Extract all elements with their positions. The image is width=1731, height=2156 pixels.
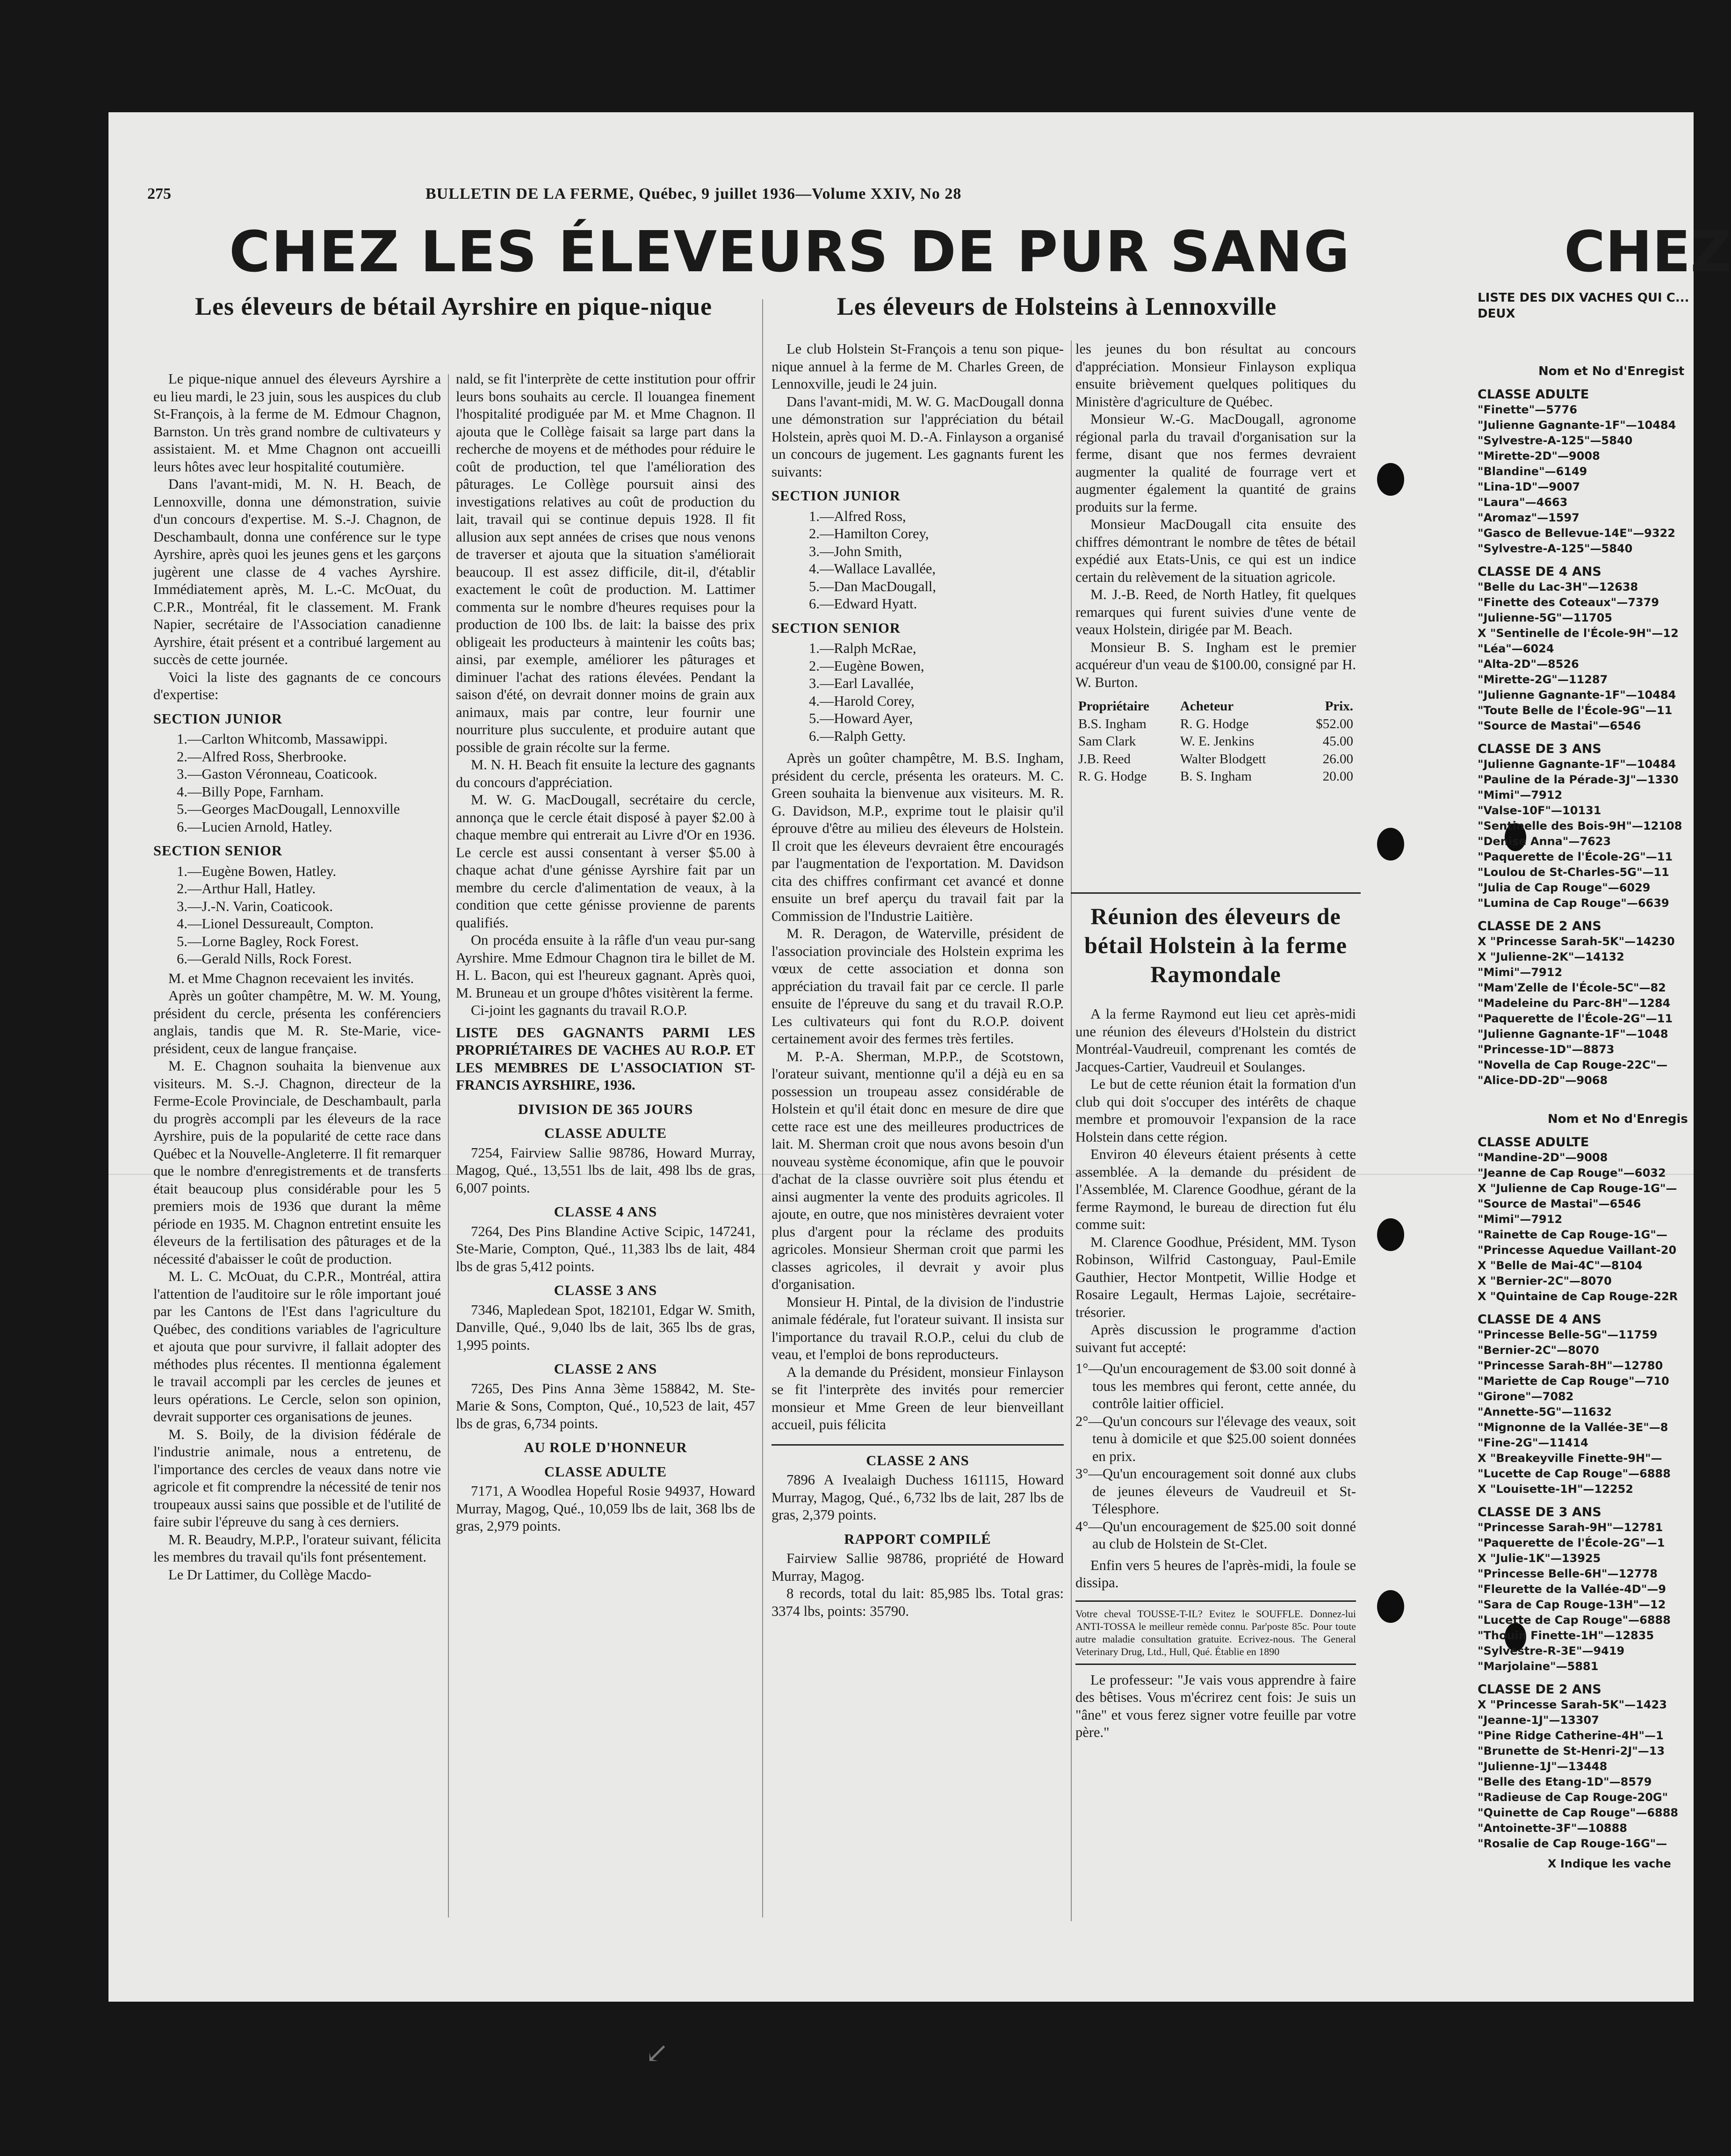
table-row (1075, 768, 1356, 786)
class-heading: CLASSE ADULTE (544, 1125, 667, 1141)
list-item: 4.—Billy Pope, Farnham. (177, 783, 324, 800)
list-item: "Bernier-2C"—8070 (1478, 1344, 1599, 1357)
list-item: "Gasco de Bellevue-14E"—9322 (1478, 527, 1675, 540)
list-item: "Quinette de Cap Rouge"—6888 (1478, 1806, 1679, 1819)
paragraph: Le club Holstein St-François a tenu son pique-nique annuel à la ferme de M. Charles Green, de Lennoxville, jeudi le 24 juin. (772, 341, 1064, 392)
list-item: "Lina-1D"—9007 (1478, 480, 1580, 493)
class-heading: CLASSE 2 ANS (554, 1361, 657, 1377)
section-heading: SECTION SENIOR (153, 843, 282, 859)
table-row (1075, 733, 1356, 751)
list-item: "Jeanne de Cap Rouge"—6032 (1478, 1166, 1666, 1179)
list-item: "Princesse Sarah-8H"—12780 (1478, 1359, 1663, 1372)
class-heading: CLASSE DE 2 ANS (1478, 1682, 1601, 1697)
list-item: "Sylvestre-R-3E"—9419 (1478, 1644, 1625, 1657)
class-heading: CLASSE ADULTE (544, 1463, 667, 1480)
paragraph: les jeunes du bon résultat au concours d'appréciation. Monsieur Finlayson expliqua ensuite brièvement quelques politiques du Ministère d'agriculture de Québec. (1075, 341, 1356, 410)
list-item: 4.—Harold Corey, (809, 693, 915, 709)
list-item: X "Bernier-2C"—8070 (1478, 1274, 1612, 1288)
table-row (1075, 716, 1356, 733)
section-rule (1075, 1600, 1356, 1602)
column-header: Nom et No d'Enregist (1538, 364, 1685, 378)
paragraph: A la ferme Raymond eut lieu cet après-midi une réunion des éleveurs d'Holstein du district Montréal-Vaudreuil, comprenant les comtés de Jacques-Cartier, Vaudreuil et Soulanges. (1075, 1006, 1356, 1075)
list-item: "Mirette-2D"—9008 (1478, 449, 1600, 463)
section-heading: SECTION JUNIOR (772, 488, 901, 504)
report-heading: RAPPORT COMPILÉ (844, 1531, 991, 1547)
record-entry: Fairview Sallie 98786, propriété de Howard Murray, Magog. (772, 1550, 1064, 1584)
paragraph: Ci-joint les gagnants du travail R.O.P. (471, 1002, 687, 1018)
list-item: "Denise Anna"—7623 (1478, 835, 1611, 848)
list-item: X "Princesse Sarah-5K"—14230 (1478, 935, 1675, 948)
list-item: "Blandine"—6149 (1478, 465, 1587, 478)
junior-winners-list (772, 508, 1064, 613)
advertisement: Votre cheval TOUSSE-T-IL? Evitez le SOUFFLE. Donnez-lui ANTI-TOSSA le meilleur remède connu. Par'poste 85c. Pour toute autre maladie consultation gratuite. Ecrivez-nous. The General Veterinary Drug, Ltd., Hull, Qué. Établie en 1890 (1075, 1607, 1356, 1657)
paragraph: Après un goûter champêtre, M. B.S. Ingham, président du cercle, présenta les orateurs. M. C. Green souhaita la bienvenue aux visiteurs. M. R. G. Davidson, M.P., exprime tout le plaisir qu'il éprouve d'être au milieu des éleveurs de Holstein. Il croit que les éleveurs devraient être encouragés par l'augmentation de l'exportation. M. Davidson cita des chiffres confirmant cet avancé et donne ensuite un bref aperçu du travail fait par la Commission de l'Industrie Laitière. (772, 750, 1064, 924)
list-item: 6.—Gerald Nills, Rock Forest. (177, 951, 352, 967)
ayrshire-column-1 (153, 370, 441, 1923)
table-cell: J.B. Reed (1078, 751, 1131, 767)
holstein-column-1 (772, 340, 1064, 1926)
table-cell: $52.00 (1316, 716, 1353, 731)
class-heading: CLASSE DE 4 ANS (1478, 564, 1601, 579)
list-item: X "Sentinelle de l'École-9H"—12 (1478, 627, 1679, 640)
record-entry: 8 records, total du lait: 85,985 lbs. Total gras: 3374 lbs, points: 35790. (772, 1585, 1064, 1619)
list-item: "Sylvestre-A-125"—5840 (1478, 434, 1633, 447)
list-item: "Mignonne de la Vallée-3E"—8 (1478, 1421, 1668, 1434)
paragraph: Le pique-nique annuel des éleveurs Ayrshire a eu lieu mardi, le 23 juin, sous les auspices du club St-François, à la ferme de M. Edmour Chagnon, Barnston. Un très grand nombre de cultivateurs y assistaient. M. et Mme Chagnon ont accueilli leurs hôtes avec leur hospitalité coutumière. (153, 371, 441, 475)
list-item: 1.—Alfred Ross, (809, 508, 906, 524)
list-item: 2.—Hamilton Corey, (809, 526, 929, 542)
page-number: 275 (147, 185, 171, 203)
column-header: Propriétaire (1078, 699, 1149, 714)
list-item: "Loulou de St-Charles-5G"—11 (1478, 866, 1669, 879)
list-item: "Thouin Finette-1H"—12835 (1478, 1629, 1654, 1642)
paragraph: On procéda ensuite à la râfle d'un veau pur-sang Ayrshire. Mme Edmour Chagnon tira le billet de M. H. L. Bacon, qui est l'heureux gagnant. Après quoi, M. Bruneau et un groupe d'hôtes visitèrent la ferme. (456, 932, 755, 1001)
legend-note: X Indique les vache (1548, 1857, 1671, 1870)
list-item: 5.—Georges MacDougall, Lennoxville (177, 801, 400, 817)
list-item: "Finette des Coteaux"—7379 (1478, 596, 1659, 609)
column-divider (448, 374, 449, 1917)
binder-hole (1377, 463, 1404, 496)
list-item: "Princesse Belle-5G"—11759 (1478, 1328, 1658, 1341)
list-item: X "Princesse Sarah-5K"—1423 (1478, 1698, 1667, 1711)
binder-hole (1377, 828, 1404, 861)
next-page-panel (1478, 290, 1694, 1992)
ayrshire-title: Les éleveurs de bétail Ayrshire en pique-nique (195, 292, 712, 320)
paragraph: M. Clarence Goodhue, Président, MM. Tyson Robinson, Wilfrid Castonguay, Paul-Emile Gauthier, Hector Montpetit, Willie Hodge et Rosaire Legault, Hermas Lajoie, secrétaire-trésorier. (1075, 1234, 1356, 1320)
list-item: "Source de Mastai"—6546 (1478, 719, 1641, 732)
column-header: Nom et No d'Enregis (1548, 1112, 1688, 1126)
paragraph: M. L. C. McOuat, du C.P.R., Montréal, attira l'attention de l'auditoire sur le rôle important joué par les Cantons de l'Est dans l'agriculture du Québec, des conditions variables de l'agriculture et ajouta que pour survivre, il fallait adopter des méthodes plus récentes. Il mentionna également le travail accompli par les cercles de jeunes et leurs opérations. Le Cercle, selon son opinion, devrait supporter ces organisations de jeunes. (153, 1268, 441, 1425)
paragraph: Monsieur B. S. Ingham est le premier acquéreur d'un veau de $100.00, consigné par H. W. Burton. (1075, 639, 1356, 690)
paragraph: Monsieur MacDougall cita ensuite des chiffres démontrant le nombre de têtes de bétail expédié aux Etats-Unis, ce qui est un indice certain du relèvement de la situation agricole. (1075, 516, 1356, 585)
cow-list-group-b (1478, 1135, 1694, 1852)
rop-list-heading: LISTE DES GAGNANTS PARMI LES PROPRIÉTAIRES DE VACHES AU R.O.P. ET LES MEMBRES DE L'ASSOCIATION ST-FRANCIS AYRSHIRE, 1936. (456, 1024, 755, 1093)
paragraph: M. R. Beaudry, M.P.P., l'orateur suivant, félicita les membres du travail qu'ils font présentement. (153, 1531, 441, 1565)
table-cell: B.S. Ingham (1078, 716, 1147, 731)
list-item: "Princesse Belle-6H"—12778 (1478, 1567, 1658, 1580)
list-item: "Julienne Gagnante-1F"—10484 (1478, 419, 1676, 432)
list-item: "Lucette de Cap Rouge"—6888 (1478, 1467, 1671, 1480)
list-item: "Finette"—5776 (1478, 403, 1578, 416)
paragraph: M. W. G. MacDougall, secrétaire du cercle, annonça que le cercle était disposé à payer $2.00 à chaque membre qui entrerait au Livre d'Or en 1936. Le cercle est aussi consentant à verser $5.00 à chaque achat d'une génisse Ayrshire fait par un membre du cercle d'alimentation de veaux, à la condition que cette génisse provienne de parents qualifiés. (456, 792, 755, 931)
class-heading: CLASSE 4 ANS (554, 1204, 657, 1220)
section-heading: SECTION SENIOR (772, 620, 901, 636)
pencil-mark: ↙ (645, 2037, 669, 2069)
senior-winners-list (153, 863, 441, 968)
list-item: "Aromaz"—1597 (1478, 511, 1580, 524)
paragraph: Dans l'avant-midi, M. N. H. Beach, de Lennoxville, donna une démonstration, suivie d'un concours d'expertise. M. S.-J. Chagnon, de Deschambault, donna une conférence sur le type Ayrshire, après quoi les jeunes gens et les garçons jugèrent une classe de 4 vaches Ayrshire. Immédiatement après, M. L.-C. McOuat, du C.P.R., Montréal, fit le classement. M. Frank Napier, secrétaire de l'Association canadienne Ayrshire, était présent et a contribué largement au succès de cette journée. (153, 476, 441, 667)
paragraph: Dans l'avant-midi, M. W. G. MacDougall donna une démonstration sur l'appréciation du bétail Holstein, après quoi M. D.-A. Finlayson a organisé un concours de jugement. Les gagnants furent les suivants: (772, 393, 1064, 480)
table-cell: Sam Clark (1078, 734, 1136, 749)
list-item: 1.—Ralph McRae, (809, 640, 916, 656)
list-item: 5.—Lorne Bagley, Rock Forest. (177, 933, 359, 949)
ayrshire-column-2 (456, 370, 755, 1923)
list-item: "Rainette de Cap Rouge-1G"— (1478, 1228, 1667, 1241)
list-item: "Julienne Gagnante-1F"—1048 (1478, 1027, 1668, 1041)
list-item: "Pauline de la Pérade-3J"—1330 (1478, 773, 1679, 786)
list-item: "Paquerette de l'École-2G"—11 (1478, 850, 1673, 863)
list-item: "Belle des Etang-1D"—8579 (1478, 1775, 1652, 1788)
main-title: CHEZ LES ÉLEVEURS DE PUR SANG (229, 220, 1351, 285)
table-cell: Walter Blodgett (1180, 751, 1266, 767)
section-rule (772, 1444, 1064, 1446)
program-item: 1°—Qu'un encouragement de $3.00 soit donné à tous les membres qui feront, cette année, du contrôle laitier officiel. (1075, 1360, 1356, 1411)
list-item: 1.—Carlton Whitcomb, Massawippi. (177, 731, 388, 747)
table-cell: R. G. Hodge (1180, 716, 1249, 731)
list-item: "Julienne-5G"—11705 (1478, 611, 1613, 624)
senior-winners-list (772, 640, 1064, 745)
list-item: "Toute Belle de l'École-9G"—11 (1478, 704, 1673, 717)
paragraph: M. S. Boily, de la division fédérale de l'industrie animale, nous a entretenu, de l'importance des cercles de veaux dans notre vie agricole et fit comprendre la nécessité de tenir nos troupeaux aussi sains que possible et de l'utilité de faire subir l'épreuve du sang à ces derniers. (153, 1426, 441, 1530)
section-heading: SECTION JUNIOR (153, 710, 282, 727)
record-entry: 7346, Mapledean Spot, 182101, Edgar W. Smith, Danville, Qué., 9,040 lbs de lait, 365 lbs de gras, 1,995 points. (456, 1302, 755, 1353)
list-item: 3.—J.-N. Varin, Coaticook. (177, 898, 333, 914)
list-item: "Fine-2G"—11414 (1478, 1436, 1588, 1449)
list-item: "Marjolaine"—5881 (1478, 1660, 1599, 1673)
list-item: "Annette-5G"—11632 (1478, 1405, 1612, 1418)
list-item: "Belle du Lac-3H"—12638 (1478, 580, 1638, 593)
list-item: X "Quintaine de Cap Rouge-22R (1478, 1290, 1678, 1303)
record-entry: 7254, Fairview Sallie 98786, Howard Murray, Magog, Qué., 13,551 lbs de lait, 498 lbs de gras, 6,007 points. (456, 1144, 755, 1196)
list-item: "Lumina de Cap Rouge"—6639 (1478, 897, 1669, 910)
list-item: X "Julienne-2K"—14132 (1478, 950, 1624, 963)
junior-winners-list (153, 731, 441, 836)
list-item: "Fleurette de la Vallée-4D"—9 (1478, 1583, 1666, 1596)
list-item: "Sentinelle des Bois-9H"—12108 (1478, 819, 1682, 832)
list-item: "Mimi"—7912 (1478, 789, 1563, 802)
list-item: "Julienne-1J"—13448 (1478, 1760, 1608, 1773)
class-heading: CLASSE DE 2 ANS (1478, 919, 1601, 933)
record-entry: 7171, A Woodlea Hopeful Rosie 94937, Howard Murray, Magog, Qué., 10,059 lbs de lait, 368 lbs de gras, 2,979 points. (456, 1483, 755, 1534)
class-heading: CLASSE DE 4 ANS (1478, 1312, 1601, 1327)
list-item: 5.—Howard Ayer, (809, 710, 913, 726)
column-divider (1071, 340, 1072, 1921)
column-divider (762, 299, 763, 1917)
holstein-column-2 (1075, 340, 1356, 888)
list-item: 5.—Dan MacDougall, (809, 578, 936, 594)
list-item: 2.—Eugène Bowen, (809, 658, 924, 674)
paragraph: Voici la liste des gagnants de ce concours d'expertise: (153, 669, 441, 702)
list-item: 3.—Gaston Véronneau, Coaticook. (177, 766, 377, 782)
table-cell: 20.00 (1322, 769, 1353, 784)
list-item: "Princesse Aquedue Vaillant-20 (1478, 1244, 1677, 1257)
program-item: 2°—Qu'un concours sur l'élevage des veaux, soit tenu à domicile et que $25.00 soient données en prix. (1075, 1413, 1356, 1464)
list-item: "Léa"—6024 (1478, 642, 1554, 655)
paragraph: M. R. Deragon, de Waterville, président de l'association provinciale des Holstein exprima les vœux de cette association et donna son appréciation du travail fait par ce cercle. Il parle ensuite de l'épreuve du sang et du travail R.O.P. Les cultivateurs qui font du R.O.P. doivent certainement avoir des fermes très fertiles. (772, 926, 1064, 1047)
list-item: 2.—Arthur Hall, Hatley. (177, 881, 316, 897)
list-item: "Source de Mastai"—6546 (1478, 1197, 1641, 1210)
list-item: X "Julie-1K"—13925 (1478, 1552, 1601, 1565)
honour-roll-heading: AU ROLE D'HONNEUR (524, 1440, 687, 1455)
list-item: 6.—Lucien Arnold, Hatley. (177, 818, 332, 835)
list-item: 6.—Ralph Getty. (809, 728, 906, 744)
list-item: "Mariette de Cap Rouge"—710 (1478, 1375, 1669, 1388)
list-item: "Brunette de St-Henri-2J"—13 (1478, 1744, 1665, 1758)
paragraph: Enfin vers 5 heures de l'après-midi, la foule se dissipa. (1075, 1557, 1356, 1591)
list-item: "Pine Ridge Catherine-4H"—1 (1478, 1729, 1664, 1742)
program-item: 4°—Qu'un encouragement de $25.00 soit donné au club de Holstein de St-Clet. (1075, 1518, 1356, 1552)
list-item: 4.—Lionel Dessureault, Compton. (177, 916, 374, 932)
program-item: 3°—Qu'un encouragement soit donné aux clubs de jeunes éleveurs de Vaudreuil et St-Télesphore. (1075, 1466, 1356, 1517)
binder-hole (1377, 1218, 1404, 1251)
record-entry: 7265, Des Pins Anna 3ème 158842, M. Ste-Marie & Sons, Compton, Qué., 10,523 de lait, 457 lbs de gras, 6,734 points. (456, 1380, 755, 1432)
list-item: "Paquerette de l'École-2G"—1 (1478, 1536, 1665, 1549)
paragraph: Monsieur H. Pintal, de la division de l'industrie animale fédérale, fut l'orateur suivant. Il insista sur l'importance du travail R.O.P., celui du club de veau, et l'emploi de bons reproducteurs. (772, 1294, 1064, 1362)
raymondale-title: Réunion des éleveurs de bétail Holstein à la ferme Raymondale (1084, 903, 1347, 987)
running-head: BULLETIN DE LA FERME, Québec, 9 juillet 1936—Volume XXIV, No 28 (426, 185, 962, 203)
list-item: "Novella de Cap Rouge-22C"— (1478, 1058, 1668, 1071)
list-item: "Princesse-1D"—8873 (1478, 1043, 1615, 1056)
table-cell: W. E. Jenkins (1180, 734, 1255, 749)
list-item: "Mandine-2D"—9008 (1478, 1151, 1608, 1164)
list-item: "Princesse Sarah-9H"—12781 (1478, 1521, 1663, 1534)
paragraph: M. J.-B. Reed, de North Hatley, fit quelques remarques qui furent suivies d'une vente de veaux Holstein, dirigée par M. Beach. (1075, 586, 1356, 637)
paragraph: Après discussion le programme d'action suivant fut accepté: (1075, 1322, 1356, 1355)
class-heading: CLASSE DE 3 ANS (1478, 742, 1601, 756)
list-item: "Paquerette de l'École-2G"—11 (1478, 1012, 1673, 1025)
list-item: 4.—Wallace Lavallée, (809, 561, 936, 577)
record-entry: 7896 A Ivealaigh Duchess 161115, Howard Murray, Magog, Qué., 6,732 lbs de lait, 287 lbs de gras, 2,379 points. (772, 1472, 1064, 1523)
column-header: Prix. (1325, 699, 1353, 714)
paragraph: Après un goûter champêtre, M. W. M. Young, président du cercle, présenta les conférenciers anglais, tandis que M. R. Ste-Marie, vice-président, ceux de langue française. (153, 988, 441, 1056)
list-item: X "Louisette-1H"—12252 (1478, 1483, 1633, 1496)
class-heading: CLASSE DE 3 ANS (1478, 1505, 1601, 1519)
list-item: 3.—Earl Lavallée, (809, 675, 914, 691)
paragraph: M. N. H. Beach fit ensuite la lecture des gagnants du concours d'appréciation. (456, 757, 755, 790)
list-item: "Madeleine du Parc-8H"—1284 (1478, 997, 1671, 1010)
class-heading: CLASSE ADULTE (1478, 387, 1589, 402)
class-heading: CLASSE 3 ANS (554, 1282, 657, 1298)
list-item: "Laura"—4663 (1478, 496, 1568, 509)
table-row (1075, 751, 1356, 768)
list-item: "Mirette-2G"—11287 (1478, 673, 1608, 686)
class-heading: CLASSE ADULTE (1478, 1135, 1589, 1150)
paragraph: M. P.-A. Sherman, M.P.P., de Scotstown, l'orateur suivant, mentionne qu'il a déjà eu en sa possession un troupeau assez considérable de Holstein et qu'il était donc en mesure de dire que cette race est une des meilleures productrices de lait. M. Sherman croit que nous avons besoin d'un nouveau système économique, afin que le pouvoir d'achat de la classe ouvrière soit plus étendu et ainsi augmenter la vente des produits agricoles. Il ajoute, en outre, que nos ministères devraient voter plus d'argent pour la réclame des produits agricoles. Monsieur Sherman croit que parmi les classes agricoles, il devrait y avoir plus d'organisation. (772, 1048, 1064, 1292)
list-item: "Julienne Gagnante-1F"—10484 (1478, 688, 1676, 702)
list-item: "Radieuse de Cap Rouge-20G" (1478, 1791, 1668, 1804)
paragraph: Monsieur W.-G. MacDougall, agronome régional parla du travail d'organisation sur la ferme, disant que nos fermes devraient augmenter la qualité de fourrage vert et augmenter également la quantité de grains produits sur la ferme. (1075, 411, 1356, 515)
cow-list-group-a (1478, 387, 1694, 1088)
list-item: "Julienne Gagnante-1F"—10484 (1478, 758, 1676, 771)
holstein-title: Les éleveurs de Holsteins à Lennoxville (837, 292, 1277, 320)
running-header (147, 185, 1410, 213)
list-item: "Mimi"—7912 (1478, 1213, 1563, 1226)
table-header-row (1075, 698, 1356, 716)
paragraph: Le but de cette réunion était la formation d'un club qui doit s'occuper des intérêts de chaque membre et promouvoir l'expansion de la race Holstein dans cette région. (1075, 1076, 1356, 1145)
list-item: 2.—Alfred Ross, Sherbrooke. (177, 748, 347, 765)
section-rule (1075, 1664, 1356, 1665)
joke-paragraph: Le professeur: "Je vais vous apprendre à faire des bêtises. Vous m'écrirez cent fois: Je suis un "âne" et vous ferez signer votre feuille par votre père." (1075, 1671, 1356, 1740)
paragraph: M. et Mme Chagnon recevaient les invités. (168, 970, 414, 986)
paragraph: nald, se fit l'interprète de cette institution pour offrir leurs bons souhaits au cercle. Il louangea finement l'hospitalité prodiguée par M. et Mme Chagnon. Il ajouta que le Collège faisait sa large part dans la recherche de moyens et de méthodes pour réduire le coût de production, tel que l'amélioration des pâturages. Le Collège poursuit ainsi des investigations relatives au coût de production du lait, travail qui se continue depuis 1928. Il fit allusion aux sept années de crises que nous venons de traverser et ajouta que la situation s'améliorait beaucoup. Il est assez difficile, dit-il, d'établir exactement le coût de production. M. Lattimer commenta sur le nombre d'heures requises pour la production de 100 lbs. de lait: la baisse des prix obligeait les producteurs à maintenir les coûts bas; ainsi, par exemple, améliorer les pâturages et diminuer l'achat des rations élevées. Pendant la saison d'été, on devrait donner moins de grain aux animaux, mais par contre, leur fournir une nourriture plus succulente, et produire autant que possible de grain récolte sur la ferme. (456, 371, 755, 755)
list-item: "Valse-10F"—10131 (1478, 804, 1601, 817)
paragraph: M. E. Chagnon souhaita la bienvenue aux visiteurs. M. S.-J. Chagnon, directeur de la Ferme-Ecole Provinciale, de Deschambault, parla du progrès accompli par les éleveurs de la race Ayrshire, puis de la popularité de cette race dans Québec et la Nouvelle-Angleterre. Il fit remarquer que le nombre d'enregistrements et de transferts était beaucoup plus considérable pour les 5 premiers mois de 1936 que durant la même période en 1935. M. Chagnon entretint ensuite les éleveurs de la fertilisation des pâturages et de la nécessité d'abaisser le coût de production. (153, 1058, 441, 1267)
paragraph: Le Dr Lattimer, du Collège Macdo- (168, 1566, 372, 1583)
table-cell: B. S. Ingham (1180, 769, 1252, 784)
calf-sales-table (1075, 698, 1356, 786)
list-item: "Alta-2D"—8526 (1478, 658, 1579, 671)
paragraph: Environ 40 éleveurs étaient présents à cette assemblée. A la demande du président de l'Assemblée, M. Clarence Goodhue, gérant de la ferme Raymond, le bureau de direction fut élu comme suit: (1075, 1146, 1356, 1232)
list-item: 1.—Eugène Bowen, Hatley. (177, 863, 337, 879)
list-item: "Mam'Zelle de l'École-5C"—82 (1478, 981, 1666, 994)
section-rule (1071, 892, 1361, 894)
list-item: "Lucette de Cap Rouge"—6888 (1478, 1613, 1671, 1627)
list-item: 3.—John Smith, (809, 543, 902, 559)
division-heading: DIVISION DE 365 JOURS (518, 1101, 693, 1117)
list-item: X "Julienne de Cap Rouge-1G"— (1478, 1182, 1677, 1195)
list-item: X "Breakeyville Finette-9H"— (1478, 1452, 1662, 1465)
list-item: X "Belle de Mai-4C"—8104 (1478, 1259, 1643, 1272)
list-item: "Girone"—7082 (1478, 1390, 1574, 1403)
record-entry: 7264, Des Pins Blandine Active Scipic, 147241, Ste-Marie, Compton, Qué., 11,383 lbs de lait, 484 lbs de gras 5,412 points. (456, 1223, 755, 1274)
next-page-title: CHEZ (1564, 220, 1731, 285)
class-heading: CLASSE 2 ANS (866, 1452, 969, 1469)
paragraph: A la demande du Président, monsieur Finlayson se fit l'interprète des invités pour remercier monsieur et Mme Green de leur bienveillant accueil, puis félicita (772, 1364, 1064, 1433)
list-item: "Julia de Cap Rouge"—6029 (1478, 881, 1651, 894)
list-item: "Antoinette-3F"—10888 (1478, 1822, 1627, 1835)
list-item: "Alice-DD-2D"—9068 (1478, 1074, 1608, 1087)
column-header: Acheteur (1180, 699, 1234, 714)
binder-hole (1377, 1590, 1404, 1623)
list-item: 6.—Edward Hyatt. (809, 596, 917, 612)
table-cell: 45.00 (1322, 734, 1353, 749)
table-cell: R. G. Hodge (1078, 769, 1147, 784)
list-item: "Sara de Cap Rouge-13H"—12 (1478, 1598, 1666, 1611)
list-item: "Sylvestre-A-125"—5840 (1478, 542, 1633, 555)
list-title: LISTE DES DIX VACHES QUI C... DEUX (1478, 291, 1689, 321)
raymondale-column (1075, 1006, 1356, 1922)
table-cell: 26.00 (1322, 751, 1353, 767)
list-item: "Mimi"—7912 (1478, 966, 1563, 979)
list-item: "Jeanne-1J"—13307 (1478, 1714, 1599, 1727)
list-item: "Rosalie de Cap Rouge-16G"— (1478, 1837, 1667, 1850)
